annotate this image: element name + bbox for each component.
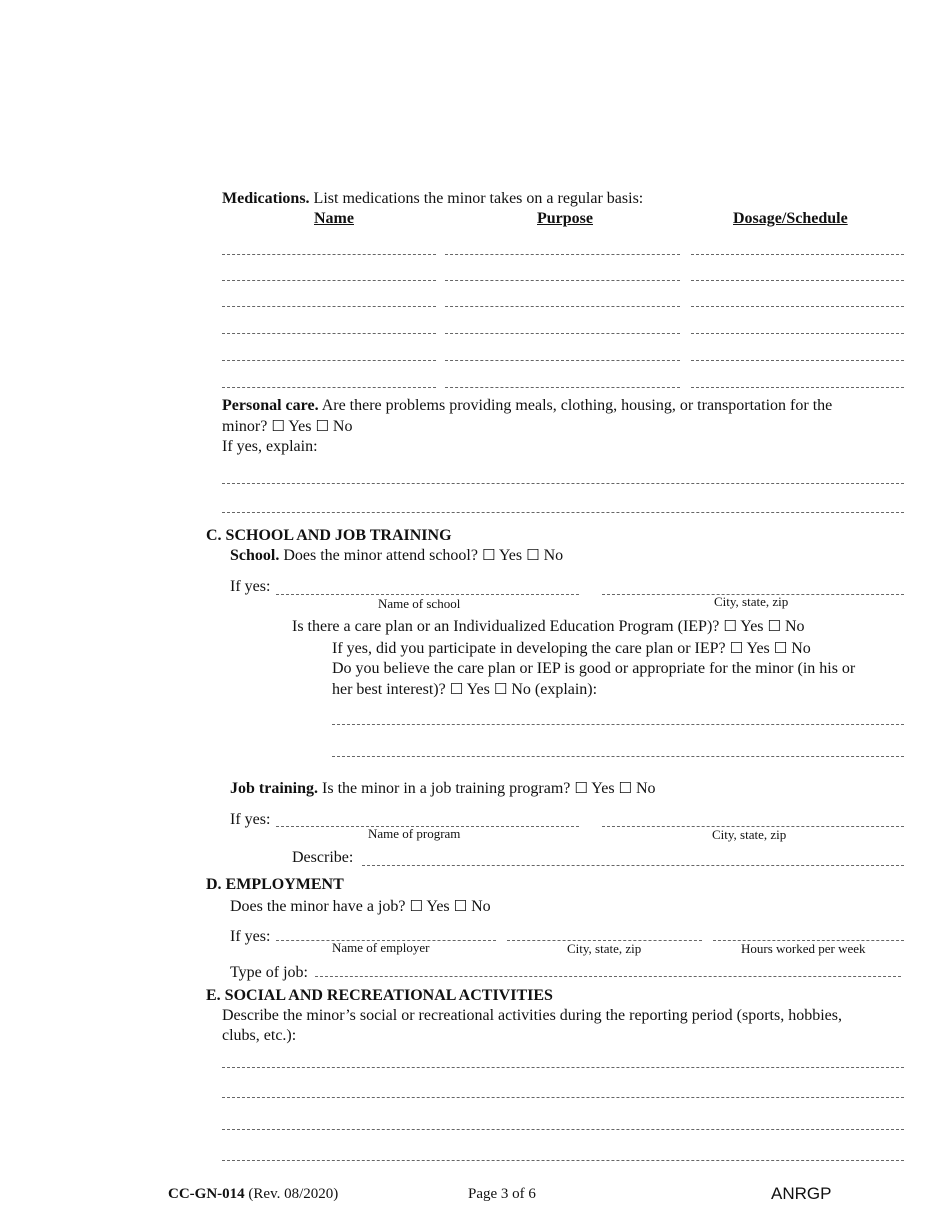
activities-line[interactable] [222,1129,904,1130]
believe-text: her best interest)? [332,681,446,698]
school-text: Does the minor attend school? [283,547,478,564]
medication-dosage-field[interactable] [691,254,904,255]
form-code: ANRGP [771,1184,832,1203]
form-revision: (Rev. 08/2020) [248,1186,339,1202]
medication-dosage-field[interactable] [691,333,904,334]
personal-care-explain-label: If yes, explain: [222,438,318,455]
personal-care-question [222,396,832,415]
job-training-heading: Job training. [230,780,319,797]
yes-checkbox[interactable]: ☐ [409,897,423,915]
page-number: Page 3 of 6 [468,1186,536,1202]
personal-care-answer [222,417,352,436]
medication-dosage-field[interactable] [691,306,904,307]
iep-question [292,617,805,636]
yes-checkbox[interactable]: ☐ [449,680,464,698]
medication-purpose-field[interactable] [445,254,680,255]
no-explain-label: No (explain): [511,681,598,698]
activities-line[interactable] [222,1160,904,1161]
column-header-name: Name [314,210,354,227]
yes-checkbox[interactable]: ☐ [271,417,285,435]
personal-care-heading: Personal care. [222,397,319,414]
activities-line[interactable] [222,1067,904,1068]
personal-care-text-cont: minor? [222,418,268,435]
no-checkbox[interactable]: ☐ [453,897,468,915]
medication-purpose-field[interactable] [445,280,680,281]
school-city-caption: City, state, zip [714,594,789,609]
job-training-text: Is the minor in a job training program? [322,780,571,797]
no-label: No [332,418,353,435]
medication-name-field[interactable] [222,306,436,307]
medication-name-field[interactable] [222,254,436,255]
medication-dosage-field[interactable] [691,360,904,361]
form-id [168,1185,338,1203]
employment-text: Does the minor have a job? [230,898,406,915]
column-header-purpose: Purpose [537,210,593,227]
no-checkbox[interactable]: ☐ [315,417,329,435]
no-checkbox[interactable]: ☐ [618,779,632,797]
activities-instruction-line2: clubs, etc.): [222,1027,297,1044]
describe-label: Describe: [292,849,354,866]
believe-question-line1: Do you believe the care plan or IEP is good or appropriate for the minor (in his or [332,660,856,677]
yes-checkbox[interactable]: ☐ [481,546,496,564]
iep-explain-line[interactable] [332,724,904,725]
form-number: CC-GN-014 [168,1186,245,1202]
section-d-title: D. EMPLOYMENT [206,876,344,893]
believe-question-line2 [332,680,597,699]
yes-label: Yes [466,681,490,698]
no-checkbox[interactable]: ☐ [493,680,508,698]
no-label: No [636,780,656,797]
personal-care-explain-line[interactable] [222,512,904,513]
medication-name-field[interactable] [222,387,436,388]
activities-instruction-line1: Describe the minor’s social or recreational activities during the reporting period (sports, hobbies, [222,1007,842,1024]
medication-purpose-field[interactable] [445,333,680,334]
participate-text: If yes, did you participate in developing the care plan or IEP? [332,640,726,657]
type-of-job-field[interactable] [315,976,901,977]
medication-purpose-field[interactable] [445,306,680,307]
yes-label: Yes [426,898,450,915]
school-heading: School. [230,547,280,564]
yes-label: Yes [591,780,615,797]
school-if-yes-label: If yes: [230,578,271,595]
medications-heading: Medications. [222,190,310,207]
medications-instruction [222,189,643,208]
no-checkbox[interactable]: ☐ [767,617,781,635]
iep-explain-line[interactable] [332,756,904,757]
column-header-dosage: Dosage/Schedule [733,210,848,227]
iep-text: Is there a care plan or an Individualized Education Program (IEP)? [292,618,720,635]
yes-checkbox[interactable]: ☐ [723,617,737,635]
medication-name-field[interactable] [222,280,436,281]
yes-checkbox[interactable]: ☐ [574,779,588,797]
activities-line[interactable] [222,1097,904,1098]
employer-city-caption: City, state, zip [567,941,642,956]
no-label: No [784,618,805,635]
medication-dosage-field[interactable] [691,387,904,388]
medication-dosage-field[interactable] [691,280,904,281]
employer-name-caption: Name of employer [332,940,430,955]
no-checkbox[interactable]: ☐ [526,546,540,564]
job-if-yes-label: If yes: [230,811,271,828]
no-label: No [543,547,564,564]
medication-purpose-field[interactable] [445,387,680,388]
no-checkbox[interactable]: ☐ [773,639,788,657]
school-name-field[interactable] [276,594,579,595]
program-city-caption: City, state, zip [712,827,787,842]
job-training-question [230,779,656,798]
school-question [230,546,563,565]
medication-name-field[interactable] [222,360,436,361]
no-label: No [791,640,811,657]
medications-text: List medications the minor takes on a regular basis: [313,190,644,207]
school-name-caption: Name of school [378,596,461,611]
participate-question [332,639,811,658]
personal-care-explain-line[interactable] [222,483,904,484]
hours-caption: Hours worked per week [741,941,866,956]
section-e-title: E. SOCIAL AND RECREATIONAL ACTIVITIES [206,987,553,1004]
yes-label: Yes [498,547,523,564]
yes-checkbox[interactable]: ☐ [729,639,744,657]
section-c-title: C. SCHOOL AND JOB TRAINING [206,527,452,544]
employment-if-yes-label: If yes: [230,928,271,945]
personal-care-text: Are there problems providing meals, clothing, housing, or transportation for the [321,397,833,414]
medication-name-field[interactable] [222,333,436,334]
yes-label: Yes [288,418,312,435]
yes-label: Yes [740,618,764,635]
no-label: No [471,898,491,915]
type-of-job-label: Type of job: [230,964,308,981]
employment-question [230,897,491,916]
medication-purpose-field[interactable] [445,360,680,361]
program-name-caption: Name of program [368,826,461,841]
yes-label: Yes [746,640,770,657]
describe-field[interactable] [362,865,904,866]
